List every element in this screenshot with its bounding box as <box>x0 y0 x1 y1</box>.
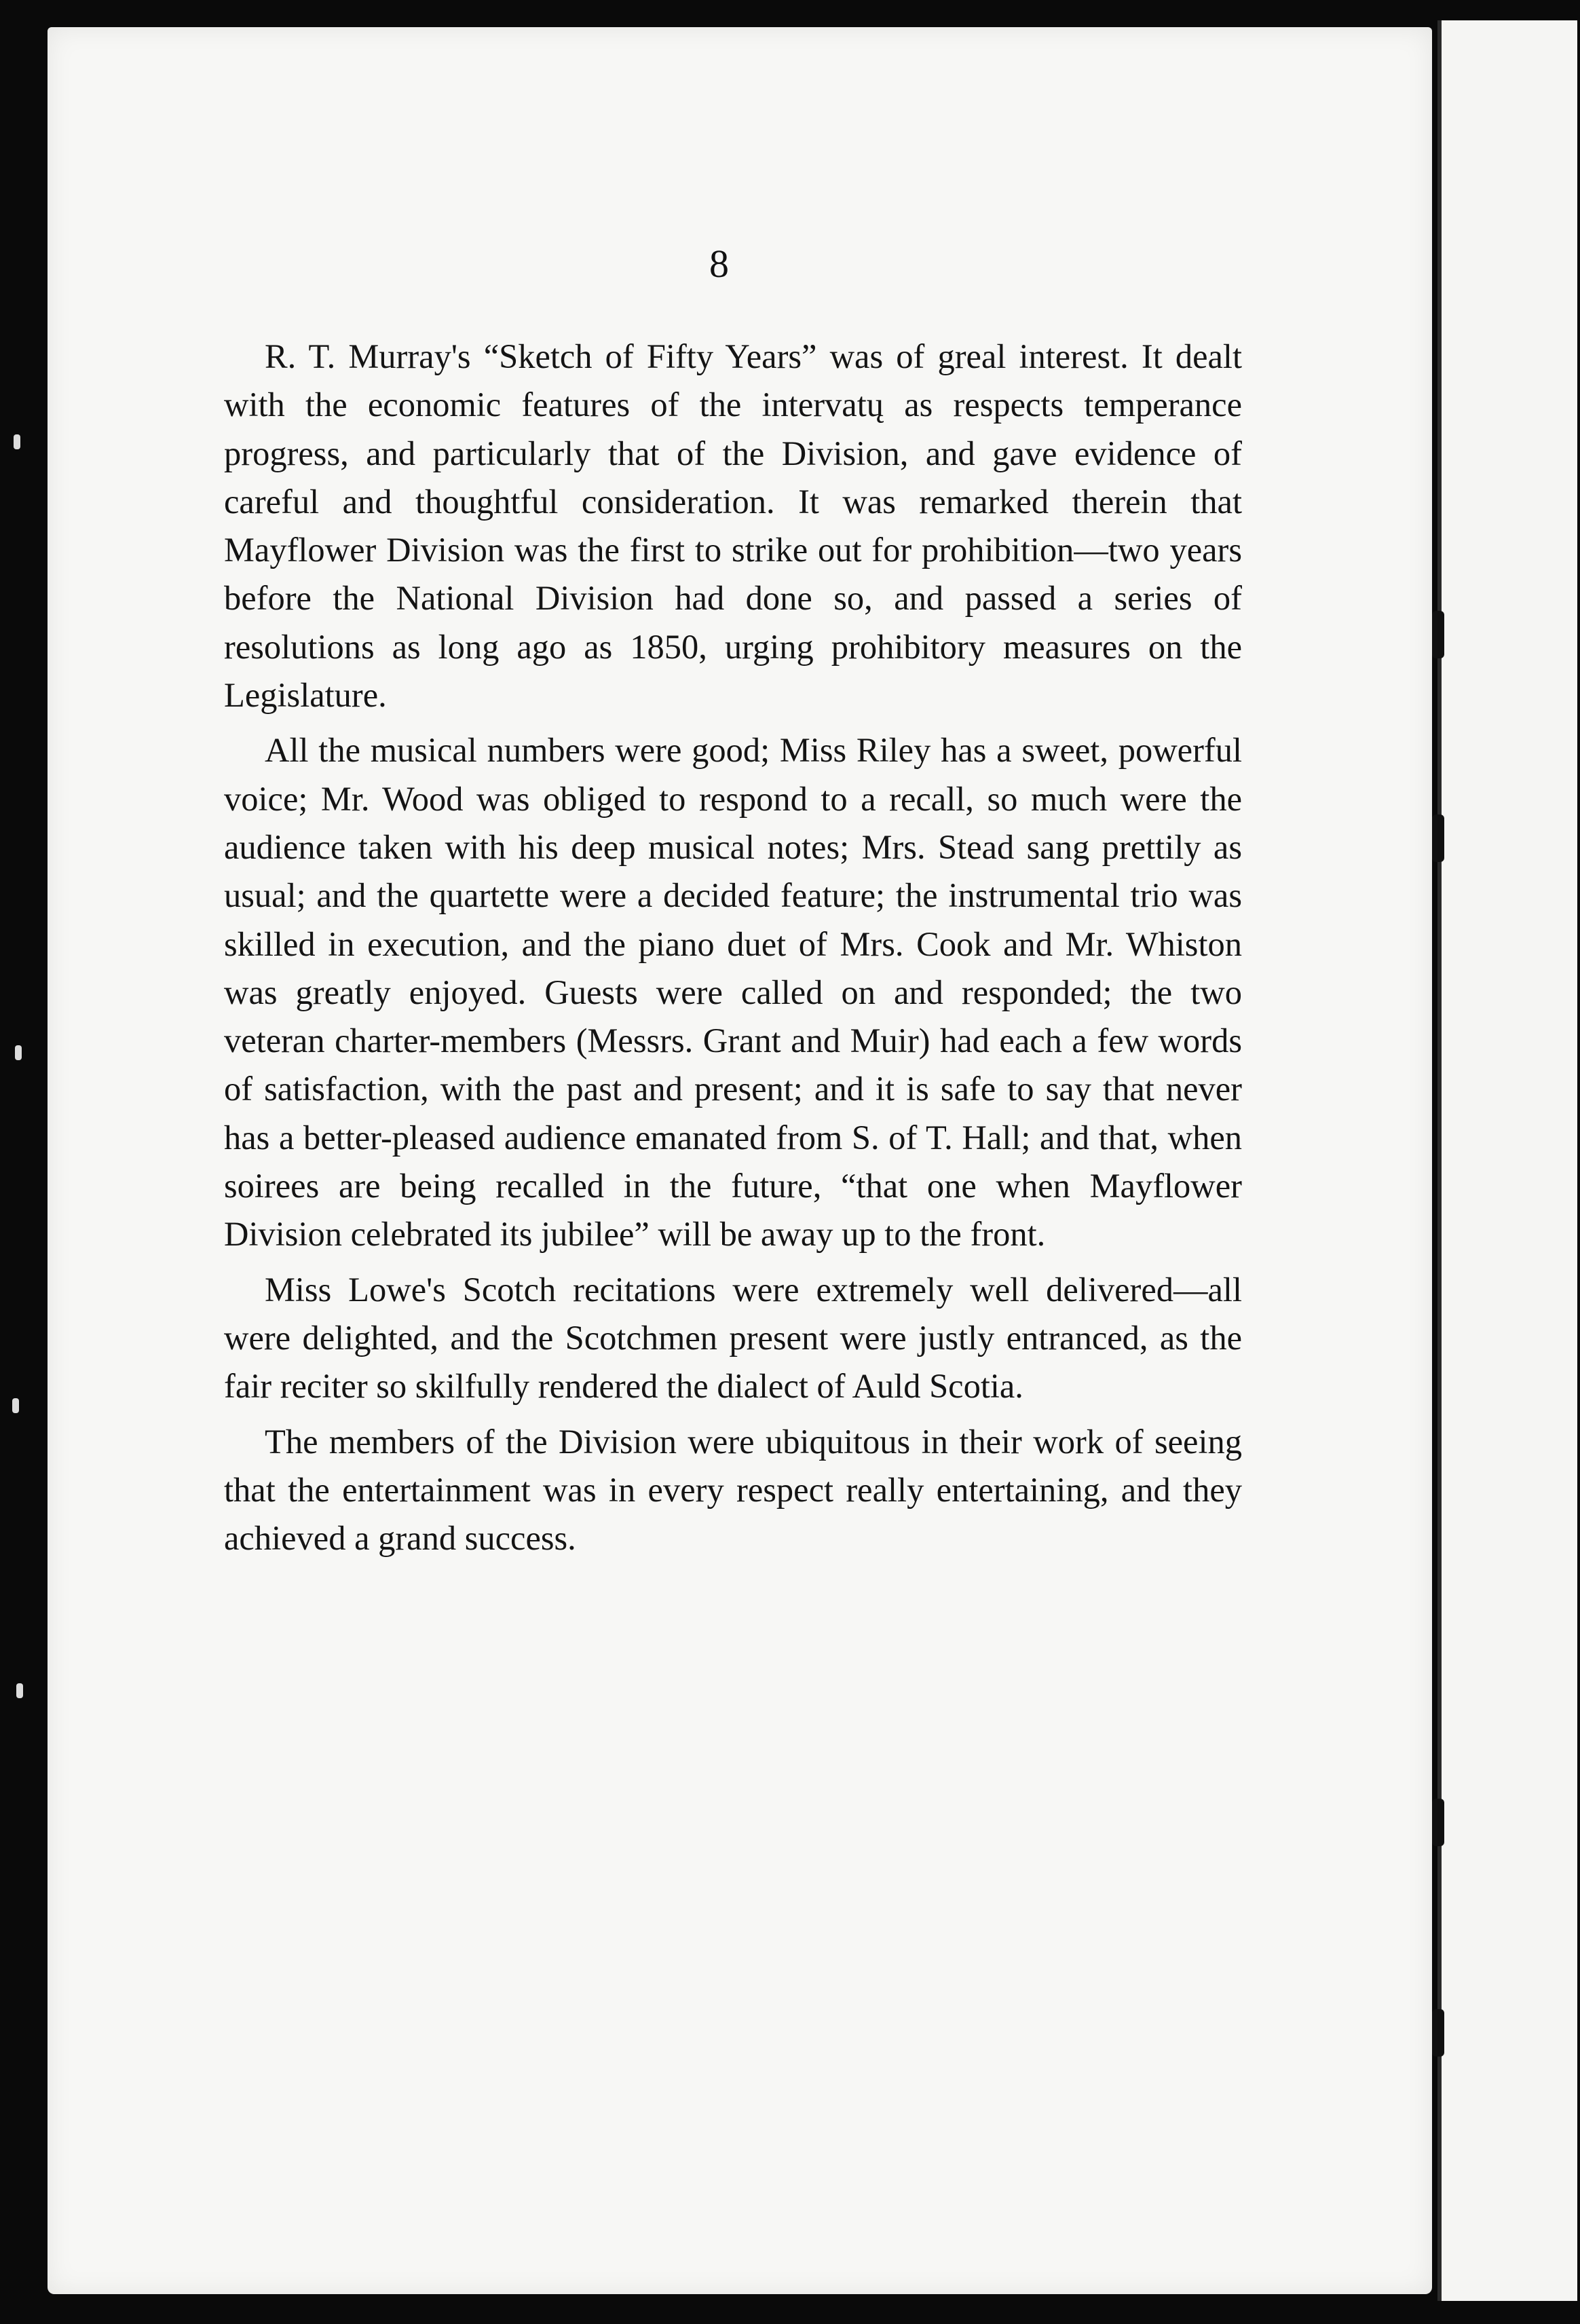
adjacent-page-edge <box>1437 20 1577 2301</box>
scan-speck <box>14 434 20 449</box>
scan-speck <box>12 1398 19 1413</box>
page-edge-mark <box>1432 611 1444 658</box>
paragraph-members-of-division: The members of the Division were ubiquitous in their work of seeing that the entertainment was in every respect really entertaining, and they achieved a grand success. <box>224 1422 1242 1558</box>
page-edge-mark <box>1432 2009 1444 2057</box>
body-text <box>224 333 1242 1569</box>
paragraph-scotch-recitations: Miss Lowe's Scotch recitations were extremely well delivered—all were delighted, and the Scotchmen present were justly entranced, as the fair reciter so skilfully rendered the dialect of Auld Scotia. <box>224 1270 1242 1406</box>
paragraph-sketch-of-fifty-years: R. T. Murray's “Sketch of Fifty Years” was of greal interest. It dealt with the economic features of the intervatų as respects temperance progress, and particularly that of the Division, and gave evidence of careful and thoughtful consideration. It was remarked therein that Mayflower Division was the first to strike out for prohibition—two years before the National Division had done so, and passed a series of resolutions as long ago as 1850, urging prohibitory measures on the Legislature. <box>224 337 1242 715</box>
page-edge-mark <box>1432 1799 1444 1846</box>
page-number: 8 <box>709 242 730 286</box>
paragraph-musical-numbers: All the musical numbers were good; Miss Riley has a sweet, powerful voice; Mr. Wood was obliged to respond to a recall, so much were the audience taken with his deep musical notes; Mrs. Stead sang prettily as usual; and the quartette were a decided feature; the instrumental trio was skilled in execution, and the piano duet of Mrs. Cook and Mr. Whiston was greatly enjoyed. Guests were called on and responded; the two veteran charter-members (Messrs. Grant and Muir) had each a few words of satisfaction, with the past and present; and it is safe to say that never has a better-pleased audience emanated from S. of T. Hall; and that, when soirees are being recalled in the future, “that one when Mayflower Division celebrated its jubilee” will be away up to the front. <box>224 731 1242 1254</box>
scan-speck <box>16 1683 23 1698</box>
page-edge-mark <box>1432 814 1444 862</box>
scan-speck <box>15 1045 22 1060</box>
